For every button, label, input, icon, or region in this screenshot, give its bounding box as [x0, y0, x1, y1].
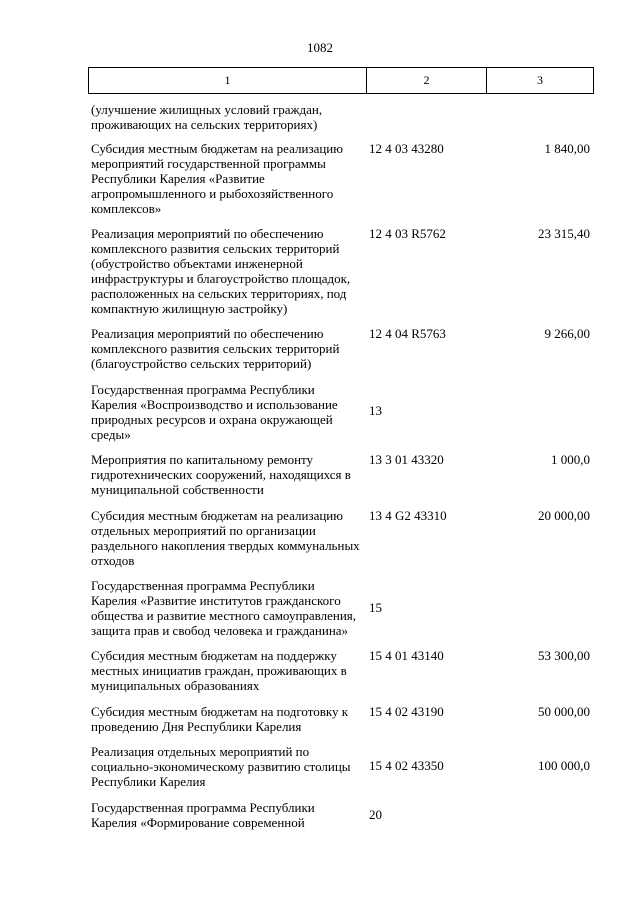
row-code: 13: [369, 403, 382, 418]
row-amount: 20 000,00: [538, 508, 590, 523]
row-name: Государственная программа Республики Карелия «Воспроизводство и использование природных ресурсов и охрана окружающей среды»: [91, 382, 338, 442]
row-amount: 53 300,00: [538, 648, 590, 663]
row-code: 12 4 03 R5762: [369, 226, 446, 241]
row-code: 15 4 01 43140: [369, 648, 444, 663]
row-name: Государственная программа Республики Карелия «Формирование современной: [91, 800, 315, 830]
header-col-1: 1: [89, 68, 367, 93]
row-name: Мероприятия по капитальному ремонту гидротехнических сооружений, находящихся в муниципальной собственности: [91, 452, 351, 497]
row-amount: 50 000,00: [538, 704, 590, 719]
row-name: Реализация отдельных мероприятий по социально-экономическому развитию столицы Республики Карелия: [91, 744, 351, 789]
row-code: 12 4 03 43280: [369, 141, 444, 156]
row-amount: 1 840,00: [544, 141, 590, 156]
row-code: 12 4 04 R5763: [369, 326, 446, 341]
row-name: Реализация мероприятий по обеспечению комплексного развития сельских территорий (благоустройство сельских территорий): [91, 326, 340, 371]
row-name: Реализация мероприятий по обеспечению комплексного развития сельских территорий (обустройство объектами инженерной инфраструктуры и благоустройство площадок, расположенных на сельских территориях, под компактную жилищную застройку): [91, 226, 351, 316]
row-code: 13 3 01 43320: [369, 452, 444, 467]
header-col-2: 2: [367, 68, 487, 93]
row-code: 13 4 G2 43310: [369, 508, 447, 523]
row-name: Субсидия местным бюджетам на поддержку местных инициатив граждан, проживающих в муниципальных образованиях: [91, 648, 347, 693]
row-code: 15 4 02 43350: [369, 758, 444, 773]
row-amount: 23 315,40: [538, 226, 590, 241]
row-amount: 100 000,0: [538, 758, 590, 773]
row-amount: 1 000,0: [551, 452, 590, 467]
row-code: 15: [369, 600, 382, 615]
table-header: [88, 67, 594, 94]
header-col-3: 3: [537, 73, 543, 87]
row-name: Субсидия местным бюджетам на реализацию отдельных мероприятий по организации раздельного накопления твердых коммунальных отходов: [91, 508, 360, 568]
row-name: (улучшение жилищных условий граждан, проживающих на сельских территориях): [91, 102, 323, 132]
row-amount: 9 266,00: [544, 326, 590, 341]
row-name: Государственная программа Республики Карелия «Развитие институтов гражданского общества и развитие местного самоуправления, защита прав и свобод человека и гражданина»: [91, 578, 357, 638]
row-name: Субсидия местным бюджетам на подготовку к проведению Дня Республики Карелия: [91, 704, 349, 734]
row-code: 15 4 02 43190: [369, 704, 444, 719]
row-name: Субсидия местным бюджетам на реализацию мероприятий государственной программы Республики Карелия «Развитие агропромышленного и рыбохозяйственного комплексов»: [91, 141, 343, 216]
row-code: 20: [369, 807, 382, 822]
page-number: 1082: [307, 40, 333, 55]
